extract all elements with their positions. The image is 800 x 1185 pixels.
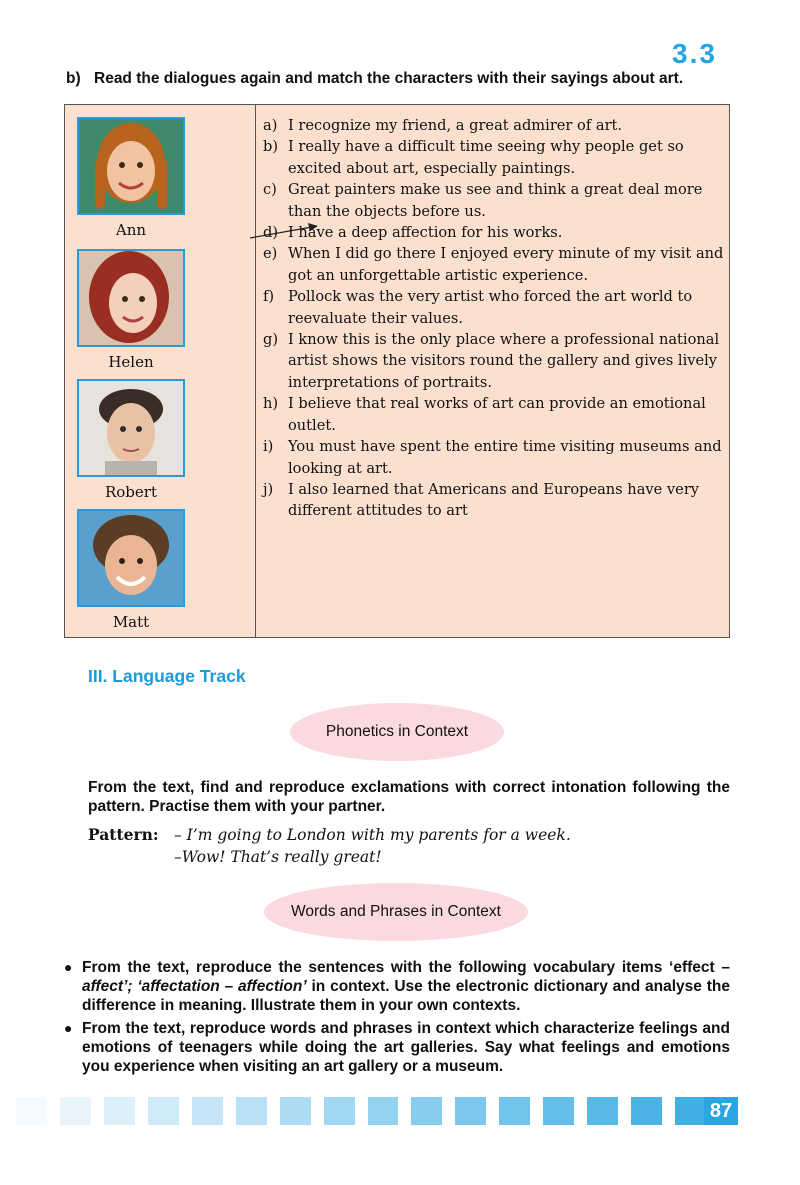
saying-text: I believe that real works of art can provide an emotional outlet.	[288, 395, 706, 434]
saying-letter: j)	[263, 480, 274, 498]
saying-letter: d)	[263, 224, 279, 242]
saying-text: I know this is the only place where a professional national artist shows the visitors round the gallery and gives lively interpretations of portraits.	[288, 331, 720, 391]
portrait-robert	[77, 379, 185, 477]
saying-letter: b)	[263, 138, 279, 156]
column-divider	[255, 105, 256, 637]
bullet-text-italic: affect’; ‘affectation – affection’	[82, 978, 307, 995]
saying-item	[263, 393, 729, 436]
saying-letter: c)	[263, 181, 277, 199]
unit-number: 3.3	[672, 38, 717, 69]
saying-item	[263, 329, 729, 393]
words-bubble: Words and Phrases in Context	[264, 883, 528, 941]
saying-text: Pollock was the very artist who forced the art world to reevaluate their values.	[288, 288, 693, 327]
footer-decoration	[16, 1097, 706, 1125]
list-item	[64, 958, 730, 1015]
saying-item	[263, 479, 729, 522]
saying-letter: i)	[263, 438, 274, 456]
portrait-helen	[77, 249, 185, 347]
saying-letter: h)	[263, 395, 279, 413]
saying-text: Great painters make us see and think a great deal more than the objects before us.	[288, 181, 703, 220]
task-instruction	[66, 70, 683, 88]
saying-text: I really have a difficult time seeing why people get so excited about art, especially paintings.	[288, 138, 684, 177]
bullet-text	[82, 958, 730, 1015]
saying-text: I recognize my friend, a great admirer of art.	[288, 117, 623, 134]
character-helen	[75, 249, 187, 371]
page-number: 87	[704, 1097, 738, 1125]
saying-item	[263, 286, 729, 329]
pattern-block	[88, 824, 571, 868]
matching-box	[64, 104, 730, 638]
saying-item	[263, 436, 729, 479]
saying-text: I have a deep affection for his works.	[288, 224, 563, 242]
phonetics-bubble: Phonetics in Context	[290, 703, 504, 761]
sayings-list	[263, 115, 729, 522]
pattern-label: Pattern:	[88, 825, 159, 844]
character-ann	[75, 117, 187, 239]
task-text: Read the dialogues again and match the characters with their sayings about art.	[94, 70, 684, 87]
character-name-matt: Matt	[112, 613, 150, 631]
bullet-icon: ●	[64, 959, 73, 975]
saying-letter: e)	[263, 245, 278, 263]
saying-item	[263, 115, 729, 136]
list-item	[64, 1019, 730, 1076]
saying-item	[263, 136, 729, 179]
portrait-ann	[77, 117, 185, 215]
pattern-line-1: – I’m going to London with my parents for a week.	[174, 826, 571, 844]
saying-text: I also learned that Americans and Europeans have very different attitudes to art	[288, 480, 700, 520]
character-name-robert: Robert	[104, 483, 157, 501]
pattern-line-2: –Wow! That’s really great!	[174, 848, 382, 866]
character-matt	[75, 509, 187, 631]
saying-item	[263, 222, 729, 243]
bullet-text-part: From the text, reproduce the sentences with the following vocabulary items ‘effect –	[82, 959, 730, 976]
saying-item	[263, 243, 729, 286]
vocabulary-tasks	[64, 958, 730, 1080]
saying-letter: a)	[263, 117, 278, 134]
bullet-text-part: in context. Use the electronic dictionary and analyse the difference in meaning. Illustrate them in your own contexts.	[82, 978, 730, 1014]
section-heading: III. Language Track	[88, 666, 246, 686]
task-label: b)	[66, 70, 81, 87]
saying-text: You must have spent the entire time visiting museums and looking at art.	[288, 438, 722, 477]
bullet-icon: ●	[64, 1020, 73, 1036]
character-name-ann: Ann	[115, 221, 147, 239]
saying-letter: f)	[263, 288, 275, 306]
phonetics-instruction: From the text, find and reproduce exclamations with correct intonation following the pattern. Practise them with your partner.	[88, 779, 730, 815]
bullet-text: From the text, reproduce words and phrases in context which characterize feelings and emotions of teenagers while doing the art galleries. Say what feelings and emotions you experience when visiting an art gallery or a museum.	[82, 1020, 730, 1075]
saying-text: When I did go there I enjoyed every minute of my visit and got an unforgettable artistic experience.	[288, 245, 724, 284]
character-robert	[75, 379, 187, 501]
portrait-matt	[77, 509, 185, 607]
saying-letter: g)	[263, 331, 279, 349]
character-name-helen: Helen	[108, 353, 154, 371]
saying-item	[263, 179, 729, 222]
